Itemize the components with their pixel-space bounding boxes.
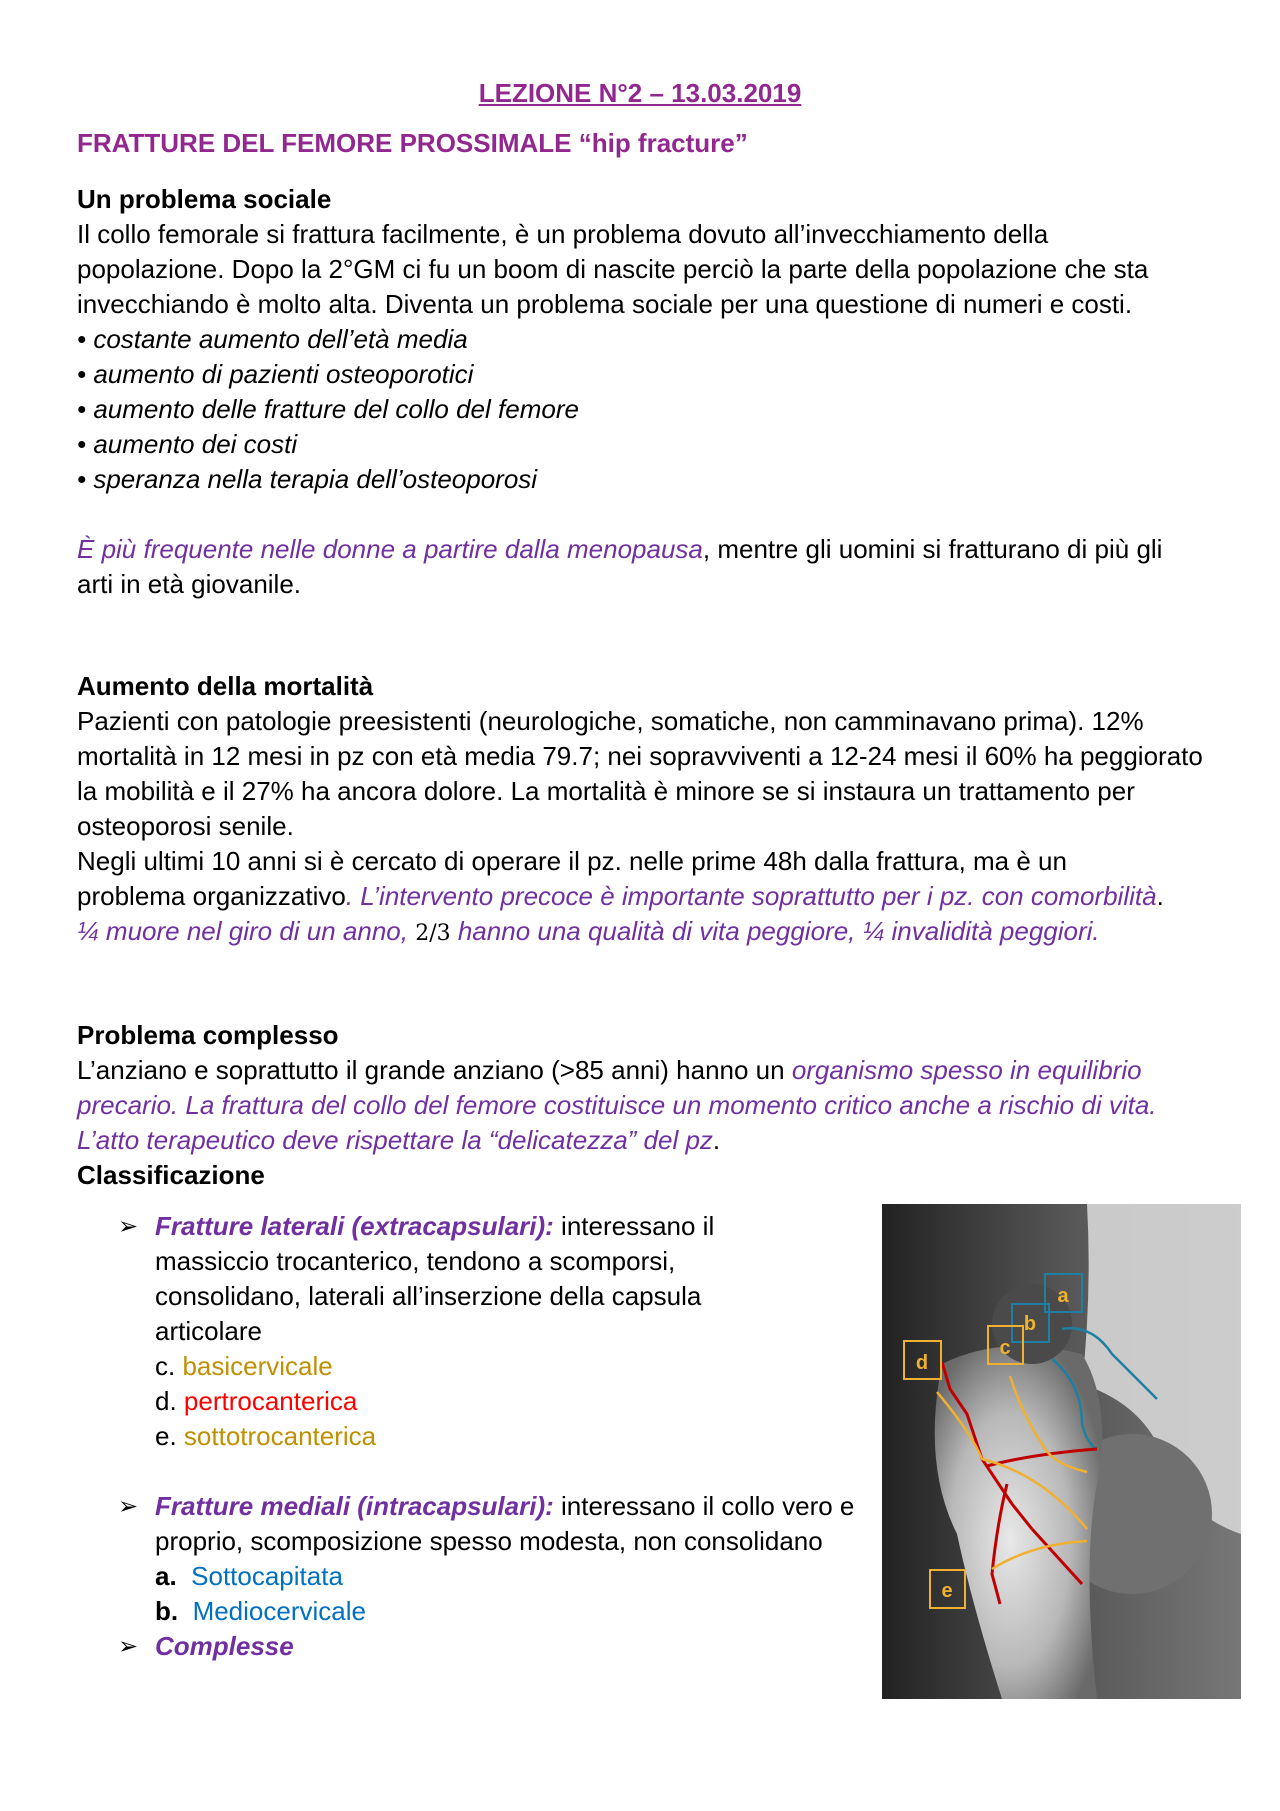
- sub-item: b. Mediocervicale: [155, 1596, 366, 1626]
- paragraph: Il collo femorale si frattura facilmente, è un problema dovuto all’invecchiamento della popolazione. Dopo la 2°GM ci fu un boom di nascite perciò la parte della popolazione che sta invecchiando è molto alta. Diventa un problema sociale per una questione di numeri e costi.: [77, 219, 1149, 319]
- sub-item: e. sottotrocanterica: [155, 1421, 377, 1451]
- section-complex-problem: [77, 1018, 1207, 1193]
- classification-list: [118, 1209, 855, 1664]
- section-mortality: [77, 669, 1217, 951]
- paragraph: È più frequente nelle donne a partire dalla menopausa, mentre gli uomini si fratturano di più gli arti in età giovanile.: [77, 534, 1163, 599]
- label-d: d: [915, 1352, 929, 1374]
- hip-xray-image: [882, 1204, 1241, 1699]
- section-heading: Aumento della mortalità: [77, 671, 374, 701]
- section-heading: Classificazione: [77, 1160, 265, 1190]
- label-c: c: [999, 1337, 1011, 1359]
- lesson-title: LEZIONE N°2 – 13.03.2019: [478, 78, 802, 108]
- list-item: • aumento delle fratture del collo del femore: [77, 394, 579, 424]
- paragraph: L’anziano e soprattutto il grande anziano (>85 anni) hanno un organismo spesso in equilibrio precario. La frattura del collo del femore costituisce un momento critico anche a rischio di vita. L’atto terapeutico deve rispettare la “delicatezza” del pz.: [77, 1055, 1157, 1155]
- section-social-problem: [77, 182, 1207, 602]
- bullet-list: [77, 322, 1207, 497]
- sub-item: a. Sottocapitata: [155, 1561, 343, 1591]
- label-a: a: [1057, 1285, 1069, 1307]
- sub-item: c. basicervicale: [155, 1351, 333, 1381]
- list-item: • aumento dei costi: [77, 429, 298, 459]
- list-item-complex: ➢ Complesse: [118, 1629, 838, 1664]
- paragraph: Pazienti con patologie preesistenti (neurologiche, somatiche, non camminavano prima). 12% mortalità in 12 mesi in pz con età media 79.7; nei sopravviventi a 12-24 mesi il 60% ha peggiorato la mobilità e il 27% ha ancora dolore. La mortalità è minore se si instaura un trattamento per osteoporosi senile.: [77, 706, 1203, 841]
- list-item-lateral: ➢ Fratture laterali (extracapsulari): interessano il massiccio trocanterico, tendono a scomporsi, consolidano, laterali all’inserzione della capsula articolare c. basicervicale d. pertrocanterica e. sottotrocanterica: [118, 1209, 838, 1454]
- arrow-bullet-icon: ➢: [118, 1493, 139, 1520]
- list-item: • speranza nella terapia dell’osteoporosi: [77, 464, 538, 494]
- label-e: e: [941, 1580, 953, 1602]
- section-heading: Un problema sociale: [77, 184, 332, 214]
- arrow-bullet-icon: ➢: [118, 1633, 139, 1660]
- list-item-medial: ➢ Fratture mediali (intracapsulari): interessano il collo vero e proprio, scomposizione spesso modesta, non consolidano a. Sottocapitata b. Mediocervicale: [118, 1489, 838, 1629]
- paragraph: Negli ultimi 10 anni si è cercato di operare il pz. nelle prime 48h dalla frattura, ma è un problema organizzativo. L’intervento precoce è importante soprattutto per i pz. con comorbilità. ¼ muore nel giro di un anno, 2/3 hanno una qualità di vita peggiore, ¼ invalidità peggiori.: [77, 846, 1164, 946]
- list-item: • costante aumento dell’età media: [77, 324, 468, 354]
- sub-item: d. pertrocanterica: [155, 1386, 358, 1416]
- section-heading: Problema complesso: [77, 1020, 339, 1050]
- list-item: • aumento di pazienti osteoporotici: [77, 359, 474, 389]
- arrow-bullet-icon: ➢: [118, 1213, 139, 1240]
- label-b: b: [1023, 1313, 1037, 1335]
- main-heading: FRATTURE DEL FEMORE PROSSIMALE “hip fracture”: [77, 128, 748, 158]
